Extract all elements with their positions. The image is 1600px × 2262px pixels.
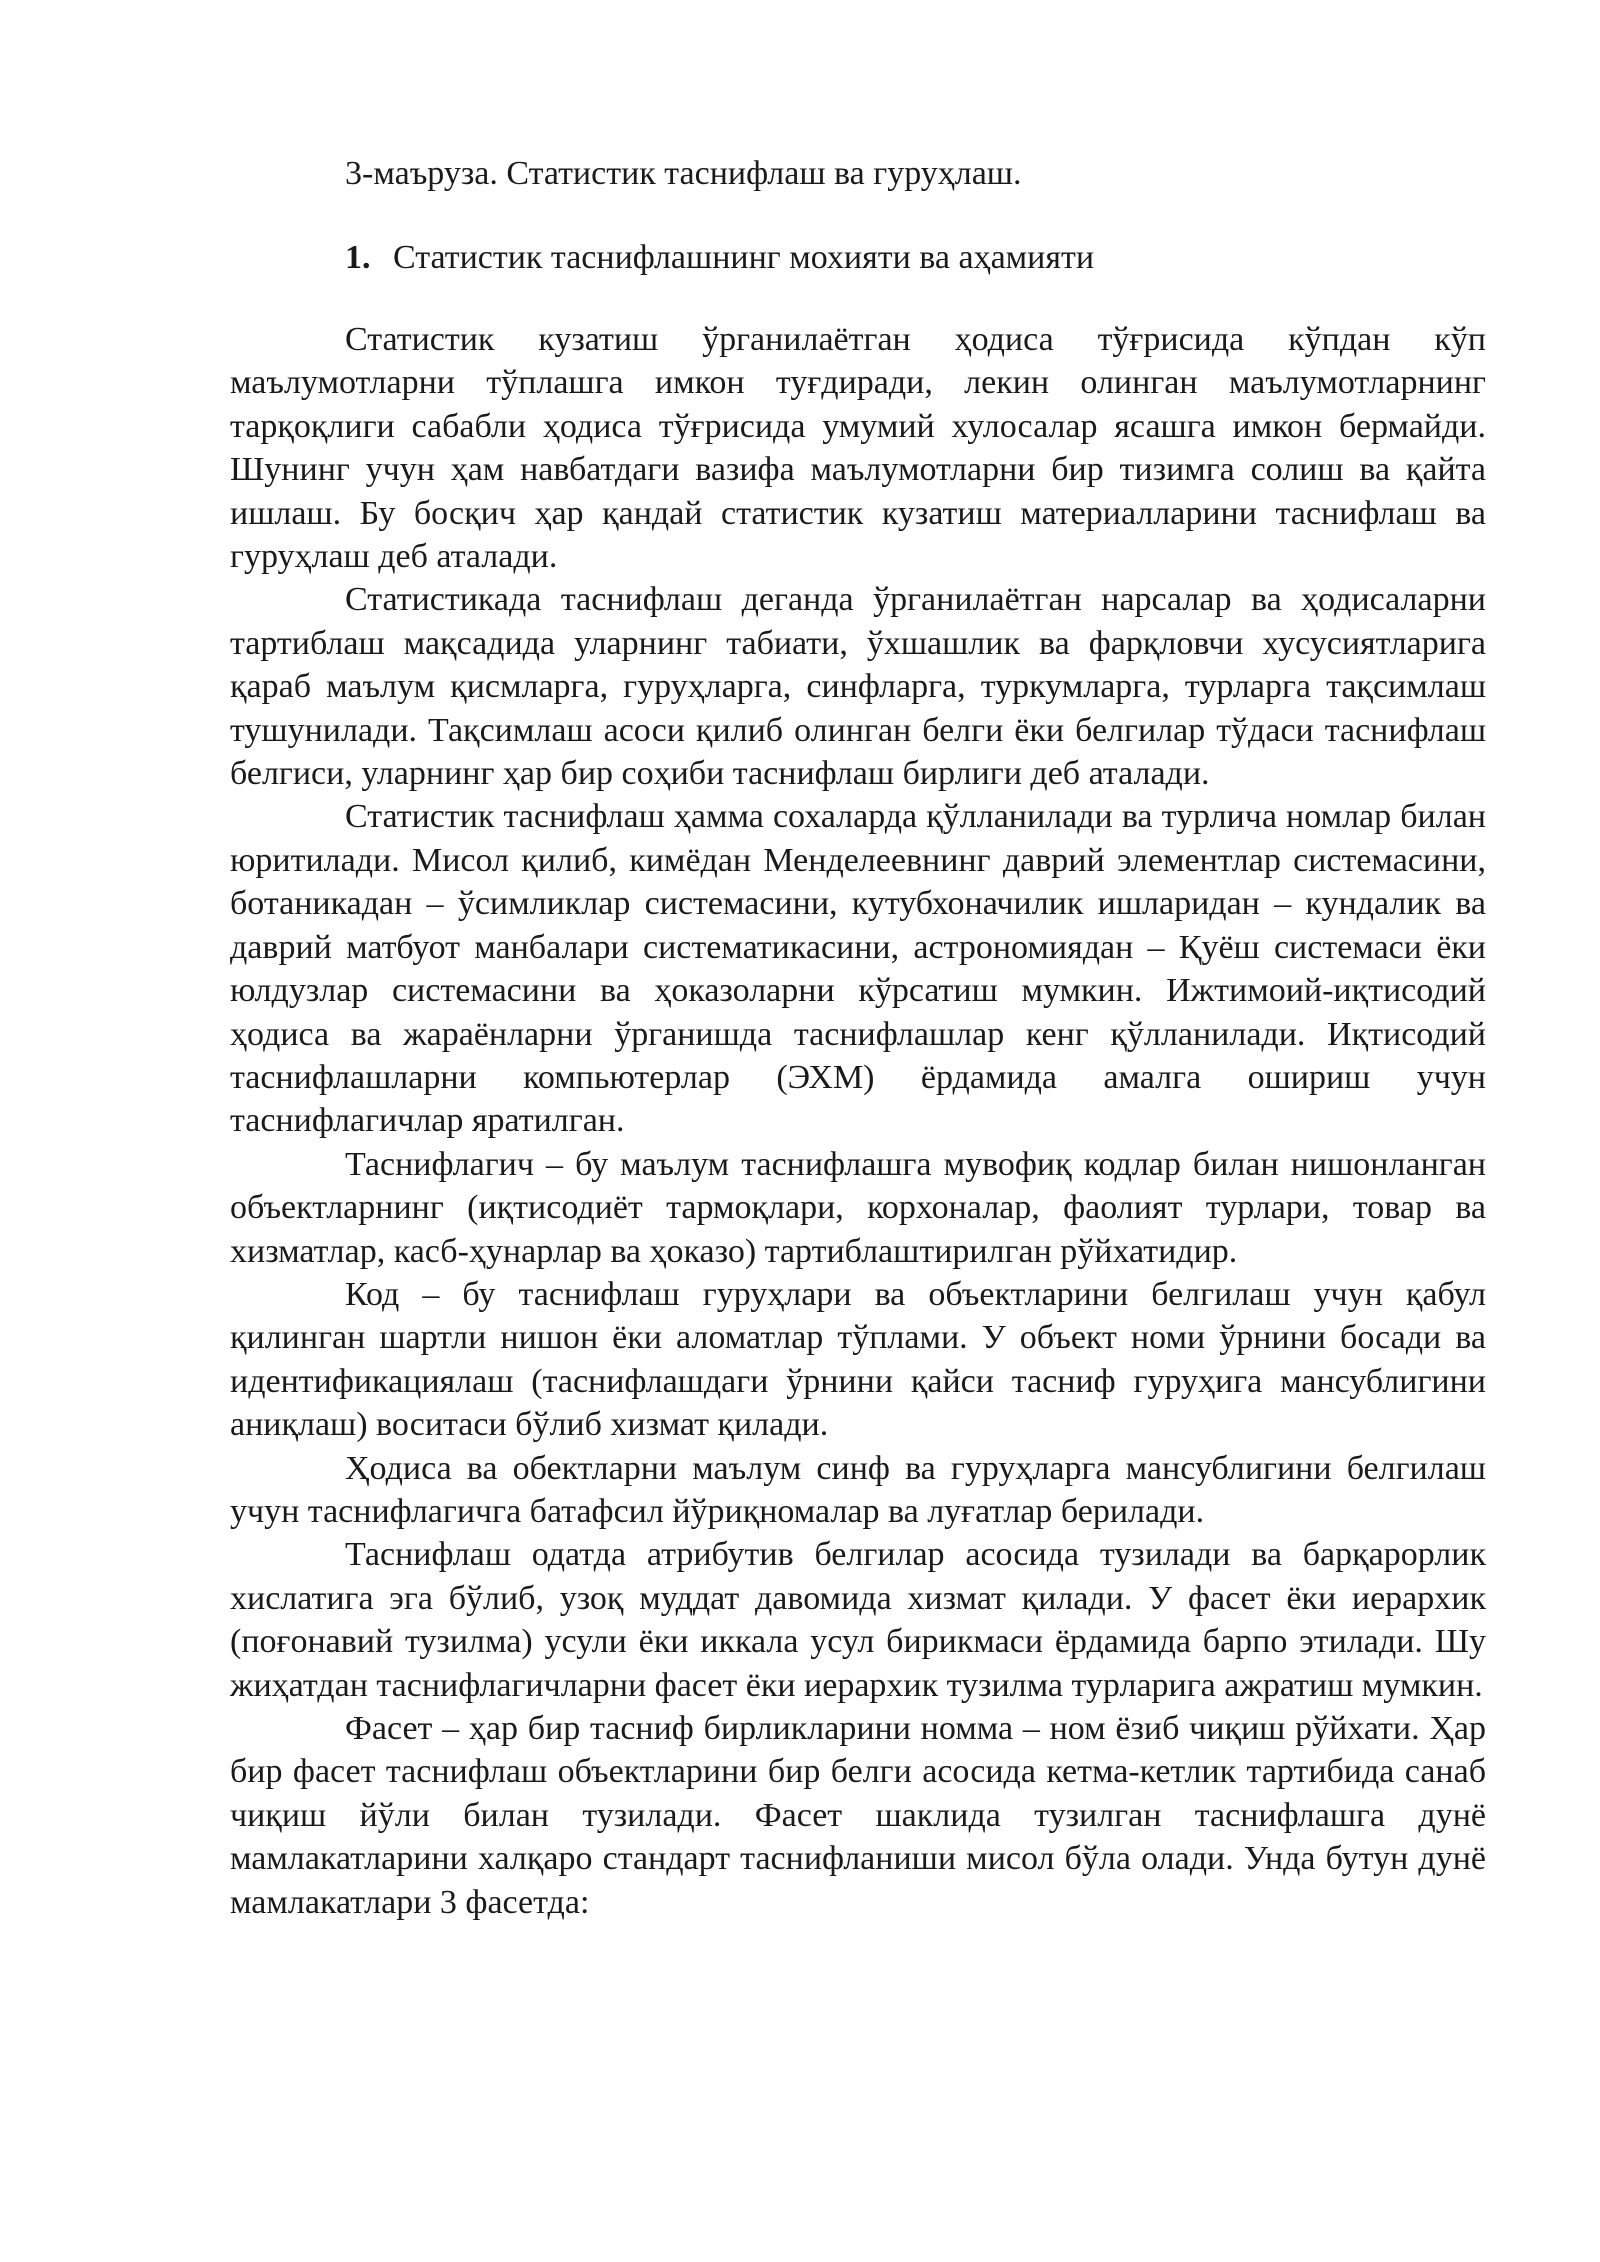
lecture-title: 3-маъруза. Статистик таснифлаш ва гуруҳлаш. [345, 155, 1022, 192]
paragraph: Таснифлаш одатда атрибутив белгилар асосида тузилади ва барқарорлик хислатига эга бўлиб, узоқ муддат давомида хизмат қилади. У фасет ёки иерархик (поғонавий тузилма) усули ёки иккала усул бирикмаси ёрдамида барпо этилади. Шу жиҳатдан таснифлагичларни фасет ёки иерархик тузилма турларига ажратиш мумкин. [230, 1536, 1486, 1704]
document-page [230, 152, 1486, 1924]
section-number: 1. [345, 239, 371, 276]
paragraph: Фасет – ҳар бир тасниф бирликларини номма – ном ёзиб чиқиш рўйхати. Ҳар бир фасет таснифлаш объектларини бир белги асосида кетма-кетлик тартибида санаб чиқиш йўли билан тузилади. Фасет шаклида тузилган таснифлашга дунё мамлакатларини халқаро стандарт таснифланиши мисол бўла олади. Унда бутун дунё мамлакатлари 3 фасетда: [230, 1710, 1486, 1921]
paragraph: Таснифлагич – бу маълум таснифлашга мувофиқ кодлар билан нишонланган объектларнинг (иқтисодиёт тармоқлари, корхоналар, фаолият турлари, товар ва хизматлар, касб-ҳунарлар ва ҳоказо) тартиблаштирилган рўйхатидир. [230, 1145, 1486, 1270]
paragraph: Статистикада таснифлаш деганда ўрганилаётган нарсалар ва ҳодисаларни тартиблаш мақсадида уларнинг табиати, ўхшашлик ва фарқловчи хусусиятларига қараб маълум қисмларга, гуруҳларга, синфларга, туркумларга, турларга тақсимлаш тушунилади. Тақсимлаш асоси қилиб олинган белги ёки белгилар тўдаси таснифлаш белгиси, уларнинг ҳар бир соҳиби таснифлаш бирлиги деб аталади. [230, 581, 1486, 793]
document-body [230, 318, 1486, 1924]
paragraph: Статистик кузатиш ўрганилаётган ҳодиса тўғрисида кўпдан кўп маълумотларни тўплашга имкон туғдиради, лекин олинган маълумотларнинг тарқоқлиги сабабли ҳодиса тўғрисида умумий хулосалар ясашга имкон бермайди. Шунинг учун ҳам навбатдаги вазифа маълумотларни бир тизимга солиш ва қайта ишлаш. Бу босқич ҳар қандай статистик кузатиш материалларини таснифлаш ва гуруҳлаш деб аталади. [230, 321, 1486, 576]
paragraph: Статистик таснифлаш ҳамма сохаларда қўлланилади ва турлича номлар билан юритилади. Мисол қилиб, кимёдан Менделеевнинг даврий элементлар системасини, ботаникадан – ўсимликлар системасини, кутубхоначилик ишларидан – кундалик ва даврий матбуот манбалари систематикасини, астрономиядан – Қуёш системаси ёки юлдузлар системасини ва ҳоказоларни кўрсатиш мумкин. Ижтимоий-иқтисодий ҳодиса ва жараёнларни ўрганишда таснифлашлар кенг қўлланилади. Иқтисодий таснифлашларни компьютерлар (ЭХМ) ёрдамида амалга ошириш учун таснифлагичлар яратилган. [230, 798, 1486, 1140]
section-heading [345, 236, 1486, 280]
paragraph: Код – бу таснифлаш гуруҳлари ва объектларини белгилаш учун қабул қилинган шартли нишон ёки аломатлар тўплами. У объект номи ўрнини босади ва идентификациялаш (таснифлашдаги ўрнини қайси тасниф гуруҳига мансублигини аниқлаш) воситаси бўлиб хизмат қилади. [230, 1275, 1486, 1444]
paragraph: Ҳодиса ва обектларни маълум синф ва гуруҳларга мансублигини белгилаш учун таснифлагичга батафсил йўриқномалар ва луғатлар берилади. [230, 1449, 1486, 1530]
section-heading-text: Статистик таснифлашнинг мохияти ва аҳамияти [393, 239, 1095, 276]
